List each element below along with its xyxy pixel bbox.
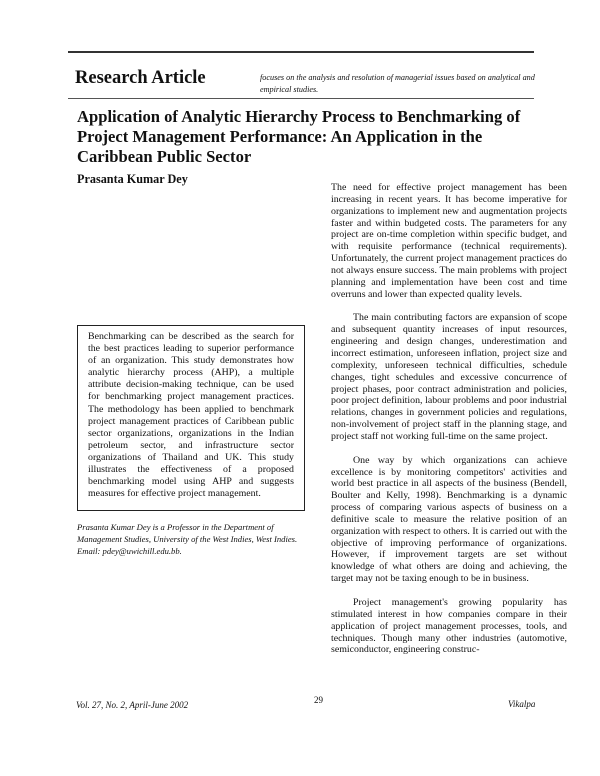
journal-name: Vikalpa [508, 699, 536, 709]
header-rule [68, 98, 534, 99]
abstract-text: Benchmarking can be described as the search for the best practices leading to superior performance of an organization. This study demonstrates how analytic hierarchy process (AHP), a multiple attribute decision-making technique, can be used for benchmarking project management practices. The methodology has been applied to benchmark project management practices of Caribbean public sector organizations, organizations in the Indian petroleum sector, and infrastructure sector organizations of Thailand and UK. This study illustrates the effectiveness of a proposed benchmarking model using AHP and suggests measures for effective project management. [88, 331, 294, 500]
page-number: 29 [314, 695, 323, 705]
section-label: Research Article [75, 68, 206, 88]
footer-volume: Vol. 27, No. 2, April-June 2002 [76, 700, 189, 710]
body-paragraph-2: The main contributing factors are expansion of scope and subsequent quantity increases of input resources, engineering and design changes, underestimation and incorrect estimation, unforeseen inflation, project size and complexity, unforeseen technical difficulties, schedule changes, tight schedules and excessive concurrence of project phases, poor contract administration and policies, poor project definition, labour problems and poor industrial relations, changes in government policies and regulations, non-involvement of project staff in the planning stage, and project staff not working full-time on the same project. [331, 312, 567, 442]
abstract-box [77, 325, 305, 511]
top-rule [68, 51, 534, 53]
body-paragraph-1: The need for effective project management has been increasing in recent years. It has become imperative for organizations to implement new and augmentation projects faster and within budgeted costs. The parameters for any project are on-time completion within specific budget, and with requisite performance (technical requirements). Unfortunately, the current project management practices do not always ensure success. The main problems with project planning and implementation have been cost and time overruns and lower than expected quality levels. [331, 182, 567, 300]
body-column [331, 182, 567, 668]
author-affiliation [77, 521, 315, 557]
affiliation-line: Prasanta Kumar Dey is a Professor in the Department of Management Studies, University of the West Indies, West Indies. [77, 522, 298, 544]
section-tagline: focuses on the analysis and resolution of managerial issues based on analytical and empirical studies. [260, 73, 535, 94]
body-paragraph-3: One way by which organizations can achieve excellence is by monitoring competitors' activities and world best practice in all aspects of the business (Bendell, Boulter and Kelly, 1998). Benchmarking is a dynamic process of comparing various aspects of business on a definitive scale to measure the relative position of an organization with respect to others. It is carried out with the objective of improving performance of organizations. However, if improvement targets are set without knowledge of what others are doing and achieving, the target may not be taxing enough to be in business. [331, 454, 567, 585]
article-title: Application of Analytic Hierarchy Process to Benchmarking of Project Management Performance: An Application in the Caribbean Public Sector [77, 107, 521, 166]
author-email: Email: pdey@uwichill.edu.bb. [77, 546, 182, 556]
body-paragraph-4: Project management's growing popularity has stimulated interest in how companies compare in their application of project management processes, tools, and techniques. Though many other industries (automotive, semiconductor, engineering construc- [331, 597, 567, 656]
author-name: Prasanta Kumar Dey [77, 172, 188, 186]
